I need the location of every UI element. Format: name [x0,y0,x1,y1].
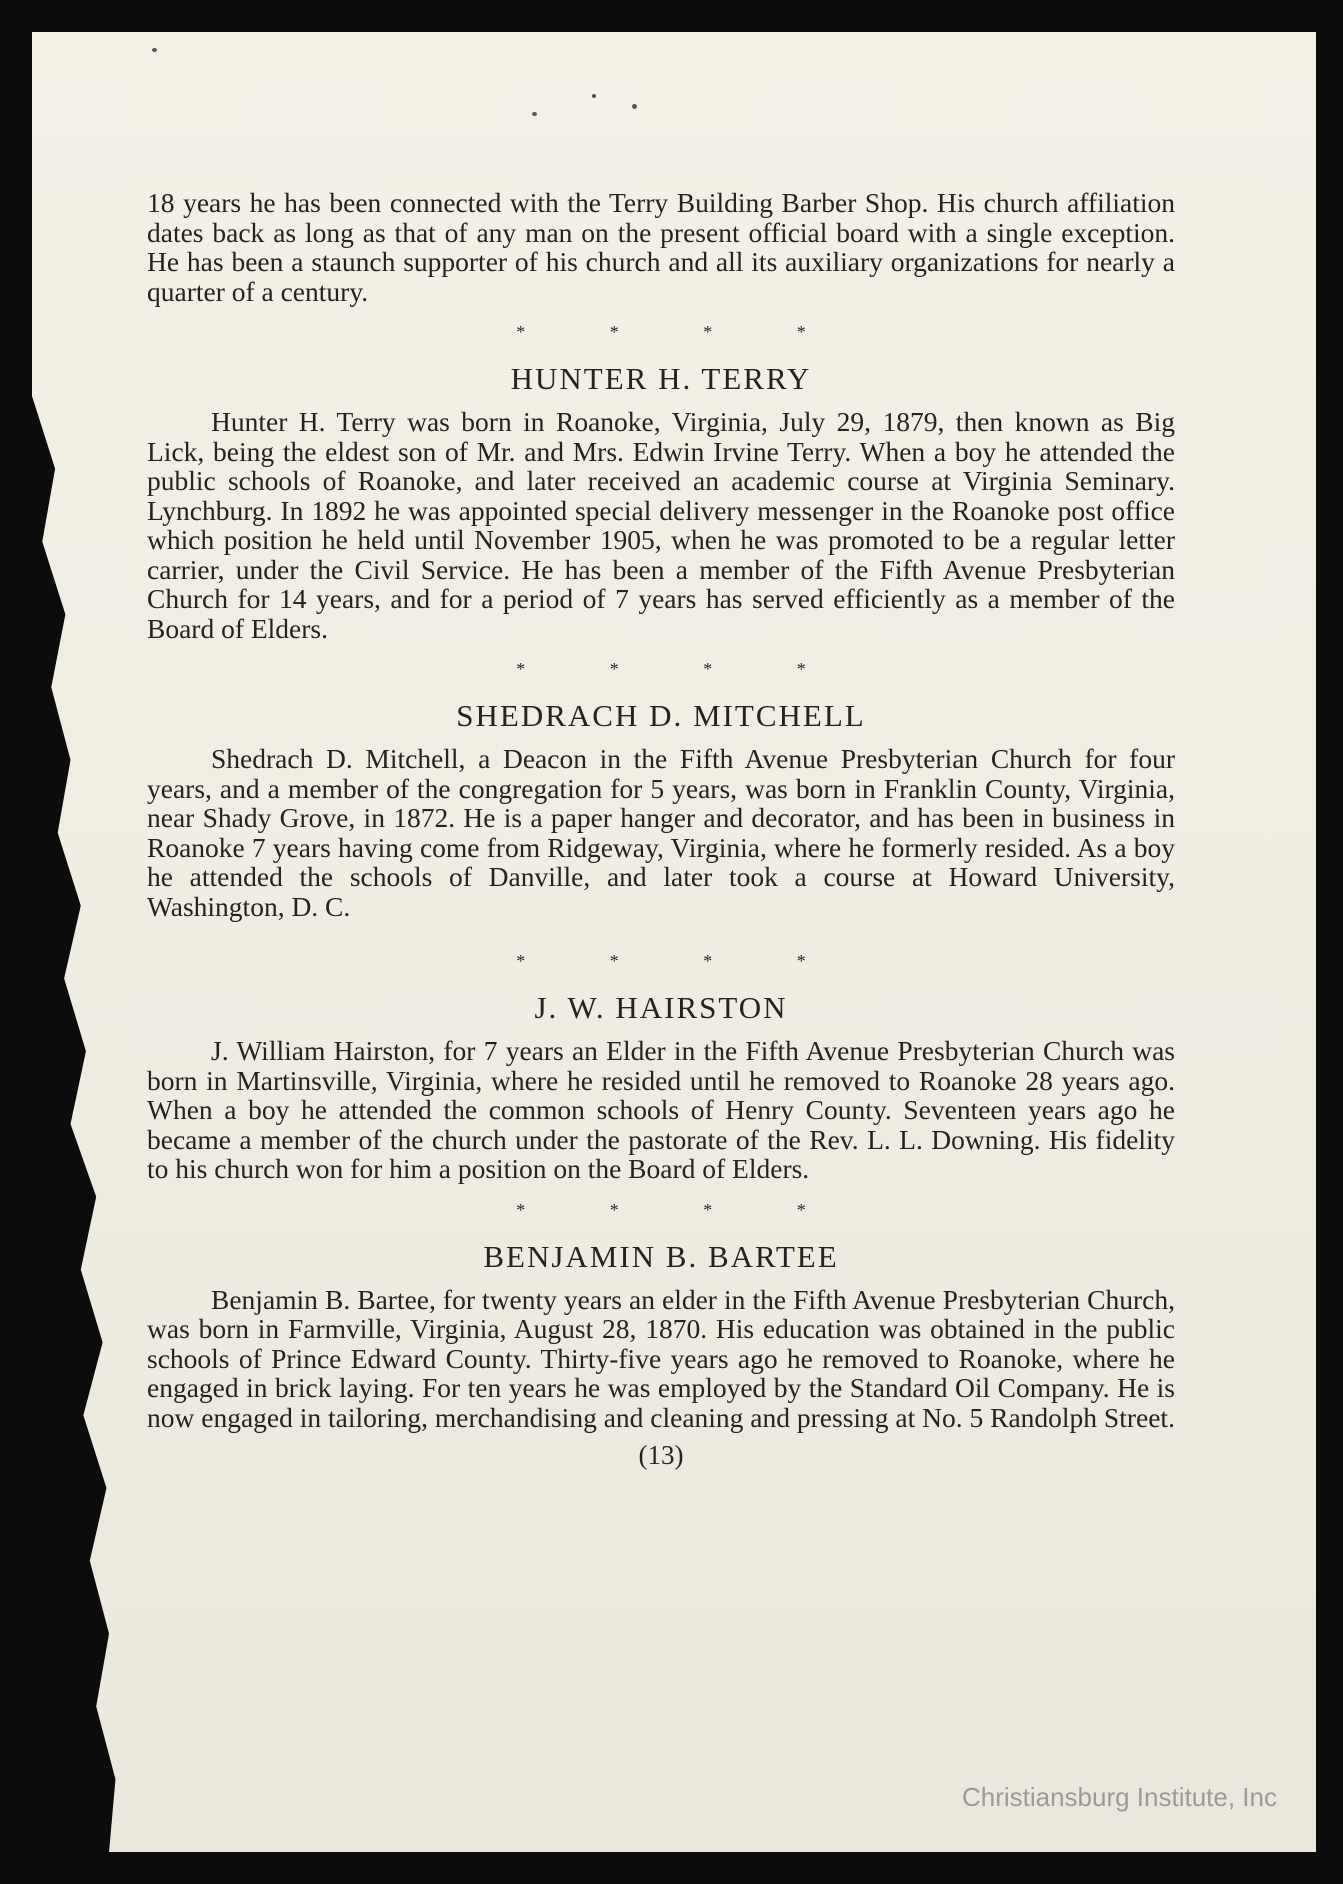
heading-hunter-terry: HUNTER H. TERRY [510,361,812,396]
page-number: (13) [638,1440,684,1470]
paper-speck [632,104,637,109]
paper-speck [532,112,537,116]
heading-jw-hairston: J. W. HAIRSTON [534,990,788,1025]
hairston-paragraph: J. William Hairston, for 7 years an Elder in the Fifth Avenue Presbyterian Church was born in Martinsville, Virginia, where he resided until he removed to Roanoke 28 years ago. When a boy he attended the common schools of Henry County. Seventeen years ago he became a member of the church under the pastorate of the Rev. L. L. Downing. His fidelity to his church won for him a position on the Board of Elders. [147,1035,1175,1184]
heading-shedrach-mitchell: SHEDRACH D. MITCHELL [456,698,866,733]
paper-speck [152,48,157,52]
bartee-paragraph: Benjamin B. Bartee, for twenty years an elder in the Fifth Avenue Presbyterian Church, was born in Farmville, Virginia, August 28, 1870. His education was obtained in the public schools of Prince Edward County. Thirty-five years ago he removed to Roanoke, where he engaged in brick laying. For ten years he was employed by the Standard Oil Company. He is now engaged in tailoring, merchandising and cleaning and pressing at No. 5 Randolph Street. [147,1283,1175,1433]
mitchell-paragraph: Shedrach D. Mitchell, a Deacon in the Fifth Avenue Presbyterian Church for four years, and a member of the congregation for 5 years, was born in Franklin County, Virginia, near Shady Grove, in 1872. He is a paper hanger and decorator, and has been in business in Roanoke 7 years having come from Ridgeway, Virginia, where he formerly resided. As a boy he attended the schools of Danville, and later took a course at Howard University, Washington, D. C. [147,743,1175,922]
page-content [147,188,1175,1471]
terry-paragraph: Hunter H. Terry was born in Roanoke, Virginia, July 29, 1879, then known as Big Lick, being the eldest son of Mr. and Mrs. Edwin Irvine Terry. When a boy he attended the public schools of Roanoke, and later received an academic course at Virginia Seminary. Lynchburg. In 1892 he was appointed special delivery messenger in the Roanoke post office which position he held until November 1905, when he was promoted to be a regular letter carrier, under the Civil Service. He has been a member of the Fifth Avenue Presbyterian Church for 14 years, and for a period of 7 years has served efficiently as a member of the Board of Elders. [147,406,1175,644]
section-separator: * * * * [516,1199,846,1220]
section-separator: * * * * [516,322,846,342]
section-separator: * * * * [516,659,846,679]
section-separator: * * * * [516,951,846,971]
paper-speck [592,94,596,98]
watermark: Christiansburg Institute, Inc [961,1782,1277,1812]
heading-benjamin-bartee: BENJAMIN B. BARTEE [483,1238,839,1274]
intro-paragraph: 18 years he has been connected with the Terry Building Barber Shop. His church affiliation dates back as long as that of any man on the present official board with a single exception. He has been a staunch supporter of his church and all its auxiliary organizations for nearly a quarter of a century. [147,187,1175,307]
